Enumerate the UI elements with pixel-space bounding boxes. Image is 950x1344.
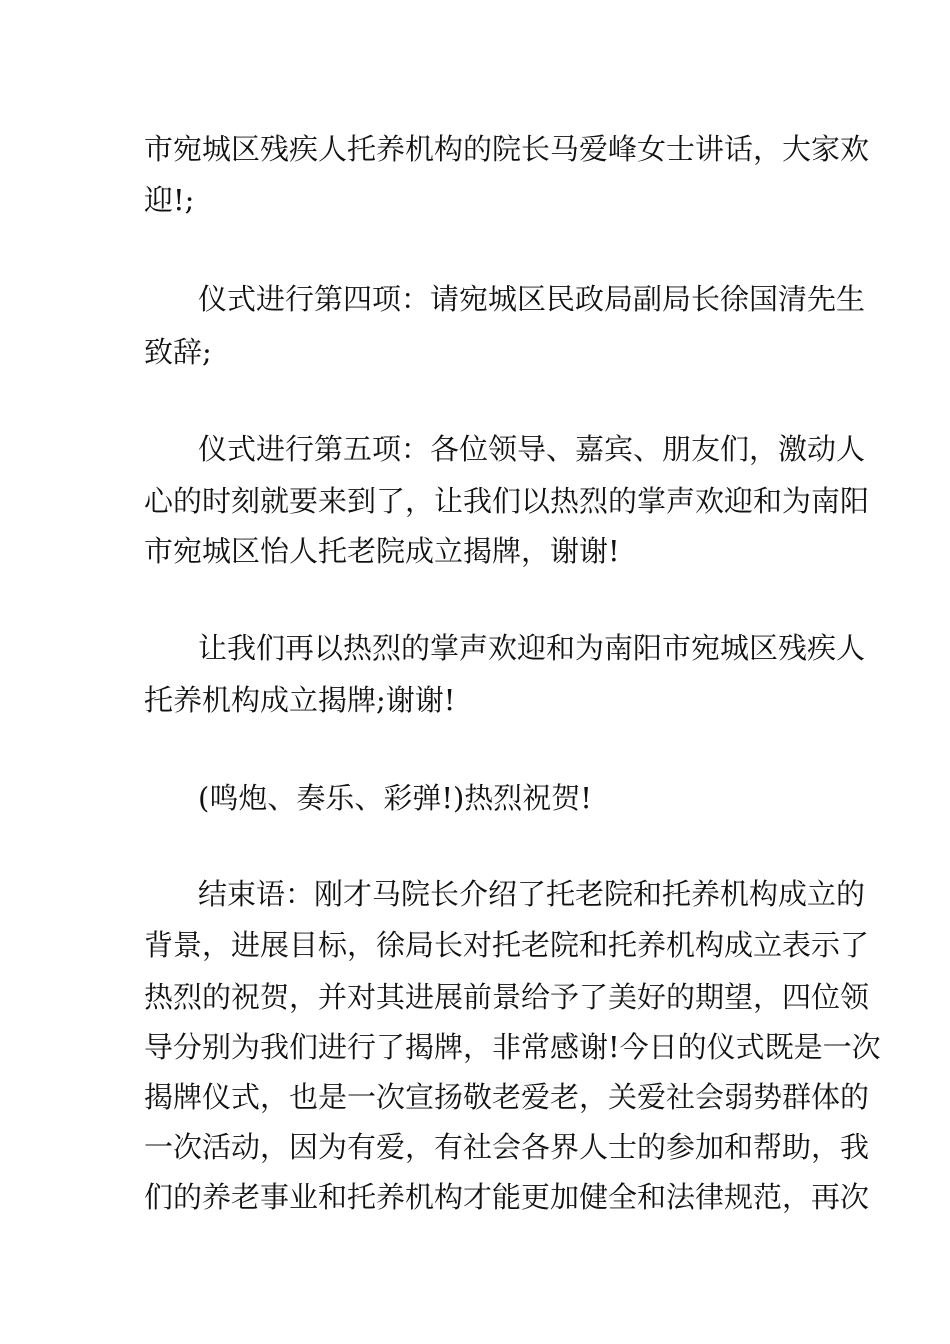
- text-line: 让我们再以热烈的掌声欢迎和为南阳市宛城区残疾人: [198, 631, 866, 665]
- text-line: 致辞;: [144, 335, 212, 369]
- text-line: 热烈的祝贺，并对其进展前景给予了美好的期望，四位领: [144, 980, 870, 1014]
- text-line: 仪式进行第五项：各位领导、嘉宾、朋友们，激动人: [198, 432, 866, 466]
- text-line: 迎!;: [144, 183, 195, 217]
- text-line: 导分别为我们进行了揭牌，非常感谢!今日的仪式既是一次: [144, 1030, 881, 1064]
- text-line: 市宛城区怡人托老院成立揭牌，谢谢!: [144, 534, 620, 568]
- text-line: 托养机构成立揭牌;谢谢!: [144, 683, 456, 717]
- text-line: (鸣炮、奏乐、彩弹!)热烈祝贺!: [198, 781, 592, 815]
- text-line: 背景，进展目标，徐局长对托老院和托养机构成立表示了: [144, 928, 870, 962]
- text-line: 心的时刻就要来到了，让我们以热烈的掌声欢迎和为南阳: [144, 484, 870, 518]
- text-line: 揭牌仪式，也是一次宣扬敬老爱老，关爱社会弱势群体的: [144, 1080, 870, 1114]
- text-line: 结束语：刚才马院长介绍了托老院和托养机构成立的: [198, 877, 866, 911]
- text-line: 仪式进行第四项：请宛城区民政局副局长徐国清先生: [198, 282, 866, 316]
- text-line: 市宛城区残疾人托养机构的院长马爱峰女士讲话，大家欢: [144, 132, 870, 166]
- text-line: 一次活动，因为有爱，有社会各界人士的参加和帮助，我: [144, 1130, 870, 1164]
- text-line: 们的养老事业和托养机构才能更加健全和法律规范，再次: [144, 1180, 870, 1214]
